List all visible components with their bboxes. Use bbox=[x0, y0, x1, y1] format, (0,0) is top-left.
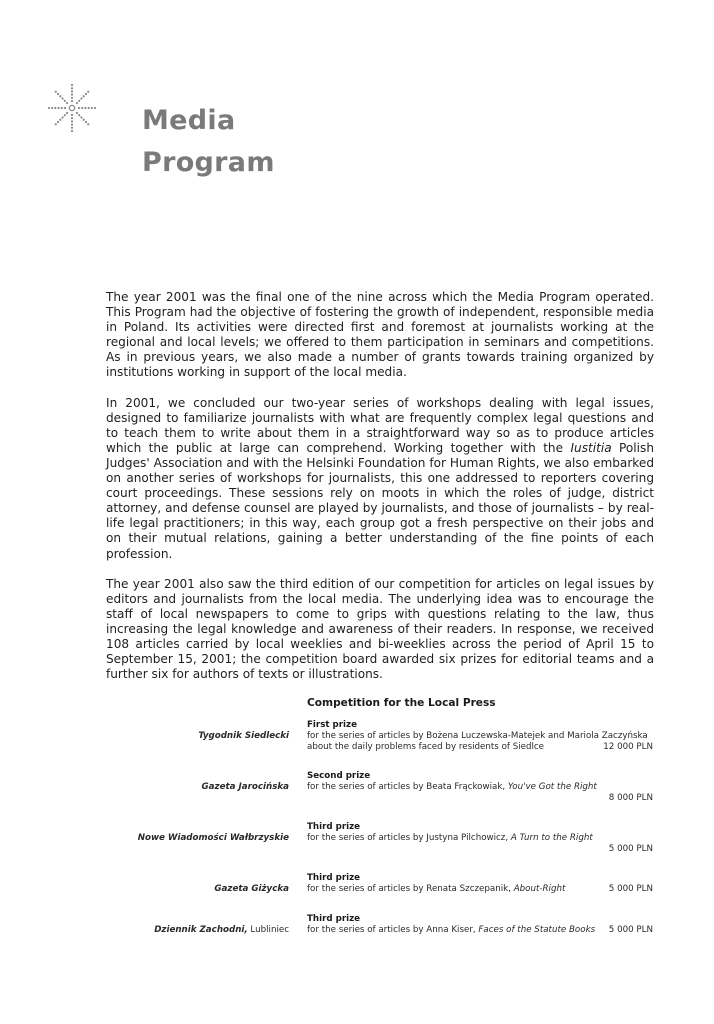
paragraph-2-italic: Iustitia bbox=[570, 440, 612, 455]
sparkle-dot bbox=[71, 114, 73, 116]
prize-article-title: Faces of the Statute Books bbox=[478, 925, 596, 935]
prize-recipient-name: Dziennik Zachodni, bbox=[154, 925, 248, 935]
sparkle-dot bbox=[61, 107, 63, 109]
sparkle-dot bbox=[71, 100, 73, 102]
prize-recipient: Tygodnik Siedlecki bbox=[198, 731, 289, 741]
prize-amount: 5 000 PLN bbox=[608, 844, 653, 854]
sparkle-dot bbox=[71, 84, 73, 86]
sparkle-dot bbox=[66, 112, 68, 114]
sparkle-dot bbox=[64, 114, 66, 116]
sparkle-dot bbox=[71, 120, 73, 122]
prize-detail bbox=[307, 720, 653, 753]
prize-description bbox=[307, 833, 653, 844]
prize-recipient: Gazeta Jarocińska bbox=[201, 782, 289, 792]
prize-amount: 8 000 PLN bbox=[608, 793, 653, 803]
sparkle-dot bbox=[78, 114, 80, 116]
sparkle-dot bbox=[71, 127, 73, 129]
prize-article-title: You've Got the Right bbox=[507, 782, 597, 792]
sparkle-dot bbox=[48, 107, 50, 109]
prize-recipient bbox=[9, 925, 289, 936]
sparkle-dot bbox=[80, 97, 82, 99]
prize-description-text: for the series of articles by Beata Frąckowiak, bbox=[307, 782, 508, 792]
prize-detail bbox=[307, 771, 653, 804]
sparkle-dot bbox=[64, 100, 66, 102]
prize-description: for the series of articles by Bożena Luczewska-Matejek and Mariola Zaczyńska bbox=[307, 731, 648, 741]
prize-description-cont: about the daily problems faced by residents of Siedlce bbox=[307, 742, 545, 752]
prize-recipient: Nowe Wiadomości Wałbrzyskie bbox=[137, 833, 289, 843]
paragraph-3: The year 2001 also saw the third edition of our competition for articles on legal issues by editors and journalists from the local media. The underlying idea was to encourage the staff of local newspapers to come to grips with questions relating to the law, thus increasing the legal knowledge and awareness of their readers. In response, we received 108 articles carried by local weeklies and bi-weeklies across the period of April 15 to September 15, 2001; the competition board awarded six prizes for editorial teams and a further six for authors of texts or illustrations. bbox=[106, 576, 654, 682]
prize-article-title: A Turn to the Right bbox=[510, 833, 593, 843]
prize-level: First prize bbox=[307, 720, 357, 730]
prize-description bbox=[307, 925, 595, 936]
sparkle-dot bbox=[84, 107, 86, 109]
prize-description-line-2 bbox=[307, 742, 653, 753]
sparkle-dot bbox=[83, 95, 85, 97]
prize-detail bbox=[307, 822, 653, 855]
competition-title: Competition for the Local Press bbox=[307, 697, 496, 709]
sparkle-icon bbox=[44, 80, 100, 136]
prize-detail bbox=[307, 873, 653, 895]
sparkle-dot bbox=[78, 107, 80, 109]
prize-detail bbox=[307, 914, 653, 936]
sparkle-dot bbox=[87, 91, 89, 93]
prize-description-text: for the series of articles by Renata Szczepanik, bbox=[307, 884, 514, 894]
title-line-2: Program bbox=[142, 147, 275, 178]
paragraph-2-part-1: In 2001, we concluded our two-year series of workshops dealing with legal issues, designed to familiarize journalists with what are frequently complex legal questions and to teach them to write about them in a straightforward way so as to produce articles which the public at large can comprehend. Working together with the bbox=[106, 395, 654, 455]
sparkle-dot bbox=[55, 123, 57, 125]
sparkle-dot bbox=[85, 121, 87, 123]
title-line-1: Media bbox=[142, 105, 236, 136]
sparkle-dot bbox=[87, 123, 89, 125]
paragraph-2-part-2: Polish Judges' Association and with the Helsinki Foundation for Human Rights, we also embarked on another series of workshops for journalists, this one addressed to reporters covering court proceedings. These sessions rely on moots in which the roles of judge, district attorney, and defense counsel are played by journalists, and those of journalists – by real-life legal practitioners; in this way, each group got a fresh perspective on their jobs and on their mutual relations, gaining a better understanding of the fine points of each profession. bbox=[106, 440, 654, 561]
sparkle-dot bbox=[59, 95, 61, 97]
paragraph-1: The year 2001 was the final one of the nine across which the Media Program operated. This Program had the objective of fostering the growth of independent, responsible media in Poland. Its activities were directed first and foremost at journalists working at the regional and local levels; we offered to them participation in seminars and competitions. As in previous years, we also made a number of grants towards training organized by institutions working in support of the local media. bbox=[106, 290, 654, 380]
prize-description bbox=[307, 782, 653, 793]
sparkle-dot bbox=[76, 112, 78, 114]
body-text bbox=[106, 290, 654, 697]
sparkle-dot bbox=[80, 116, 82, 118]
prize-description-line bbox=[307, 925, 653, 936]
prize-level: Third prize bbox=[307, 873, 361, 883]
sparkle-dot bbox=[51, 107, 53, 109]
prize-level: Second prize bbox=[307, 771, 371, 781]
page-title bbox=[142, 100, 275, 184]
sparkle-dot bbox=[66, 102, 68, 104]
sparkle-dot bbox=[91, 107, 93, 109]
prize-amount: 5 000 PLN bbox=[608, 884, 653, 894]
sparkle-dot bbox=[54, 107, 56, 109]
sparkle-dot bbox=[71, 87, 73, 89]
sparkle-dot bbox=[71, 90, 73, 92]
prize-recipient-location: Lubliniec bbox=[247, 925, 289, 935]
sparkle-dot bbox=[94, 107, 96, 109]
sparkle-dot bbox=[71, 94, 73, 96]
prize-description-text: for the series of articles by Justyna Pilchowicz, bbox=[307, 833, 511, 843]
sparkle-dot bbox=[58, 107, 60, 109]
sparkle-dot bbox=[57, 93, 59, 95]
sparkle-dot bbox=[61, 97, 63, 99]
paragraph-2 bbox=[106, 396, 654, 562]
sparkle-dot bbox=[76, 102, 78, 104]
sparkle-dot bbox=[71, 97, 73, 99]
prize-description-line bbox=[307, 884, 653, 895]
prize-level: Third prize bbox=[307, 914, 361, 924]
sparkle-dot bbox=[88, 107, 90, 109]
sparkle-dot bbox=[57, 121, 59, 123]
prize-article-title: About-Right bbox=[513, 884, 566, 894]
prize-description bbox=[307, 884, 565, 895]
prize-description-text: for the series of articles by Anna Kiser, bbox=[307, 925, 479, 935]
prize-recipient: Gazeta Giżycka bbox=[214, 884, 289, 894]
sparkle-dot bbox=[59, 119, 61, 121]
sparkle-dot bbox=[71, 130, 73, 132]
sparkle-dot bbox=[64, 107, 66, 109]
sparkle-dot bbox=[83, 119, 85, 121]
sparkle-dot bbox=[55, 91, 57, 93]
sparkle-dot bbox=[71, 117, 73, 119]
prize-amount: 12 000 PLN bbox=[603, 742, 653, 752]
sparkle-dot bbox=[78, 100, 80, 102]
sparkle-dot bbox=[71, 124, 73, 126]
prize-level: Third prize bbox=[307, 822, 361, 832]
prize-amount: 5 000 PLN bbox=[608, 925, 653, 935]
sparkle-dot bbox=[81, 107, 83, 109]
sparkle-dot bbox=[85, 93, 87, 95]
sparkle-dot bbox=[61, 116, 63, 118]
